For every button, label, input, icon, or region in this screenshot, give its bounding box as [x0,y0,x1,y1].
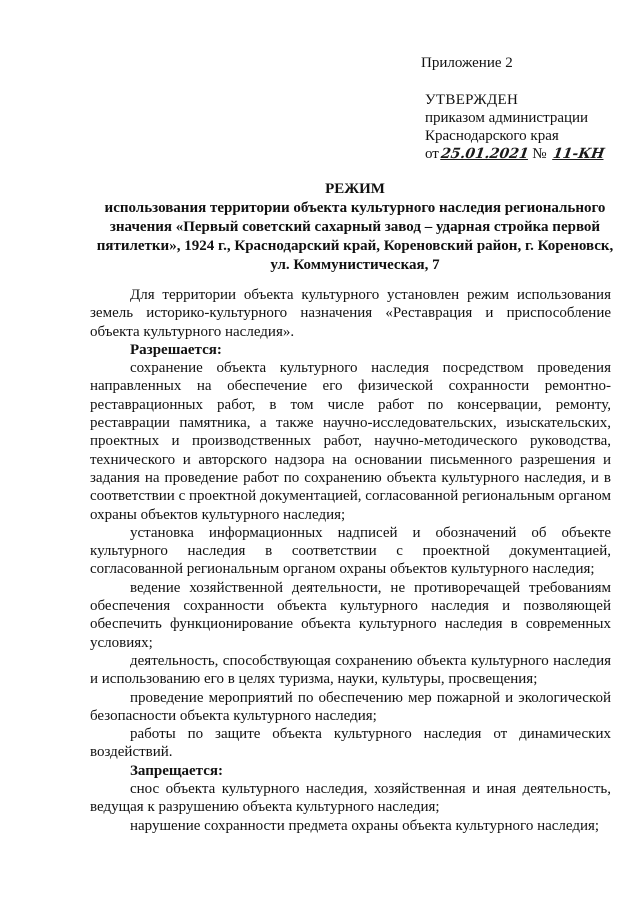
approval-line-2: Краснодарского края [425,128,559,144]
title-main: РЕЖИМ [325,181,385,197]
allowed-item: деятельность, способствующая сохранению объекта культурного наследия и использованию его в целях туризма, науки, культуры, просвещения; [90,652,611,688]
allowed-item: сохранение объекта культурного наследия посредством проведения направленных на обеспечение его физической сохранности ремонтно-реставрационных работ, в том числе работ по консервации, ремонту, реставрации памятника, а также научно-исследовательских, изыскательских, проектных и производственных работ, научно-методического руководства, технического и авторского надзора на основании письменного разрешения и задания на проведение работ по сохранению объекта культурного наследия, и в соответствии с проектной документацией, согласованной региональным органом охраны объектов культурного наследия; [90,360,611,523]
title-subtitle: использования территории объекта культурного наследия регионального значения «Первый советский сахарный завод – ударная стройка первой пятилетки», 1924 г., Краснодарский край, Кореновский район, г. Кореновск, ул. Коммунистическая, 7 [96,200,614,273]
allowed-item: ведение хозяйственной деятельности, не противоречащей требованиям обеспечения сохранности объекта культурного наследия и позволяющей обеспечить функционирование объекта культурного наследия в современных условиях; [90,579,611,651]
appendix-label: Приложение 2 [421,55,513,71]
allowed-heading: Разрешается: [130,341,222,358]
handwritten-number: 11-КН [551,146,605,162]
forbidden-heading: Запрещается: [130,762,224,779]
approval-block [425,91,604,163]
forbidden-item: снос объекта культурного наследия, хозяйственная и иная деятельность, ведущая к разрушению объекта культурного наследия; [90,781,611,816]
approval-line-1: приказом администрации [425,110,589,126]
from-label: от [425,146,439,162]
allowed-item: проведение мероприятий по обеспечению мер пожарной и экологической безопасности объекта культурного наследия; [90,689,611,724]
handwritten-date: 25.01.2021 [439,146,530,162]
allowed-item: установка информационных надписей и обозначений об объекте культурного наследия в соответствии с проектной документацией, согласованной региональным органом охраны объектов культурного наследия; [90,524,611,578]
approval-date-number-row [425,145,604,163]
allowed-item: работы по защите объекта культурного наследия от динамических воздействий. [90,726,611,761]
approval-title: УТВЕРЖДЕН [425,92,519,108]
number-label: № [532,146,547,162]
document-body [90,286,611,835]
document-title [95,180,615,275]
intro-paragraph: Для территории объекта культурного установлен режим использования земель историко-культурного назначения «Реставрация и приспособление объекта культурного наследия». [90,287,611,340]
forbidden-item: нарушение сохранности предмета охраны объекта культурного наследия; [130,817,600,834]
